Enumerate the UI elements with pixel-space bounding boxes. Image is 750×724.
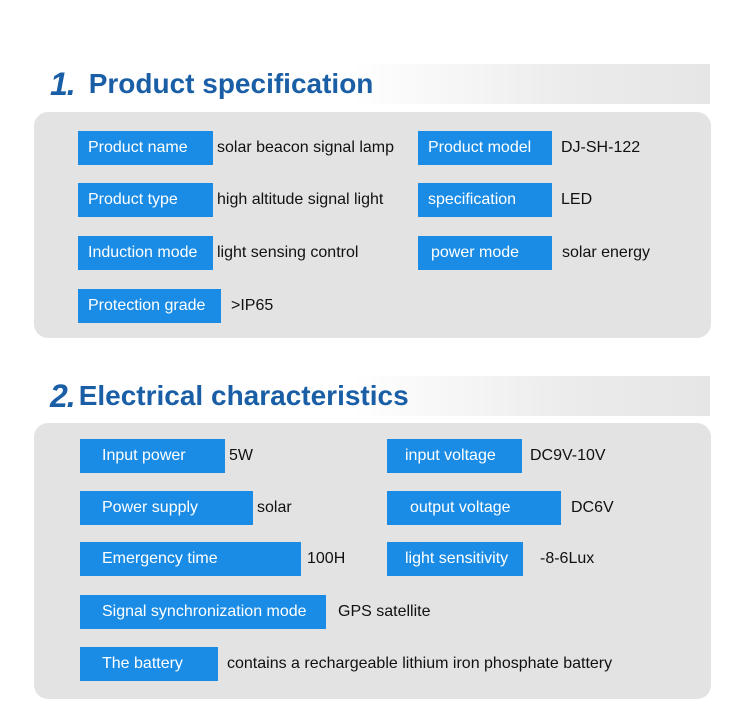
power-supply-label: Power supply — [80, 491, 253, 525]
specification-value: LED — [561, 191, 593, 208]
product-model-value: DJ-SH-122 — [561, 139, 641, 156]
specification-label: specification — [418, 183, 552, 217]
section-2-header — [50, 374, 409, 418]
product-name-label: Product name — [78, 131, 213, 165]
battery-label: The battery — [80, 647, 218, 681]
section-1-title: Product specification — [88, 68, 374, 99]
product-type-value: high altitude signal light — [217, 191, 384, 208]
input-voltage-value: DC9V-10V — [530, 447, 606, 464]
power-supply-value: solar — [257, 499, 292, 516]
product-type-label: Product type — [78, 183, 213, 217]
induction-mode-label: Induction mode — [78, 236, 213, 270]
induction-mode-value: light sensing control — [217, 244, 359, 261]
product-model-label: Product model — [418, 131, 552, 165]
output-voltage-value: DC6V — [571, 499, 614, 516]
signal-sync-mode-label: Signal synchronization mode — [80, 595, 326, 629]
section-1-number: 1. — [50, 65, 75, 102]
section-2-title: Electrical characteristics — [78, 380, 409, 411]
emergency-time-value: 100H — [307, 550, 346, 567]
section-1-header — [50, 62, 373, 106]
output-voltage-label: output voltage — [387, 491, 561, 525]
input-power-label: Input power — [80, 439, 225, 473]
input-voltage-label: input voltage — [387, 439, 522, 473]
product-name-value: solar beacon signal lamp — [217, 139, 394, 156]
power-mode-value: solar energy — [562, 244, 651, 261]
signal-sync-mode-value: GPS satellite — [338, 603, 431, 620]
protection-grade-value: >IP65 — [231, 297, 274, 314]
input-power-value: 5W — [229, 447, 253, 464]
battery-value: contains a rechargeable lithium iron phosphate battery — [227, 655, 613, 672]
power-mode-label: power mode — [418, 236, 552, 270]
emergency-time-label: Emergency time — [80, 542, 301, 576]
protection-grade-label: Protection grade — [78, 289, 221, 323]
light-sensitivity-value: -8-6Lux — [540, 550, 595, 567]
light-sensitivity-label: light sensitivity — [387, 542, 523, 576]
section-2-number: 2. — [50, 377, 75, 414]
